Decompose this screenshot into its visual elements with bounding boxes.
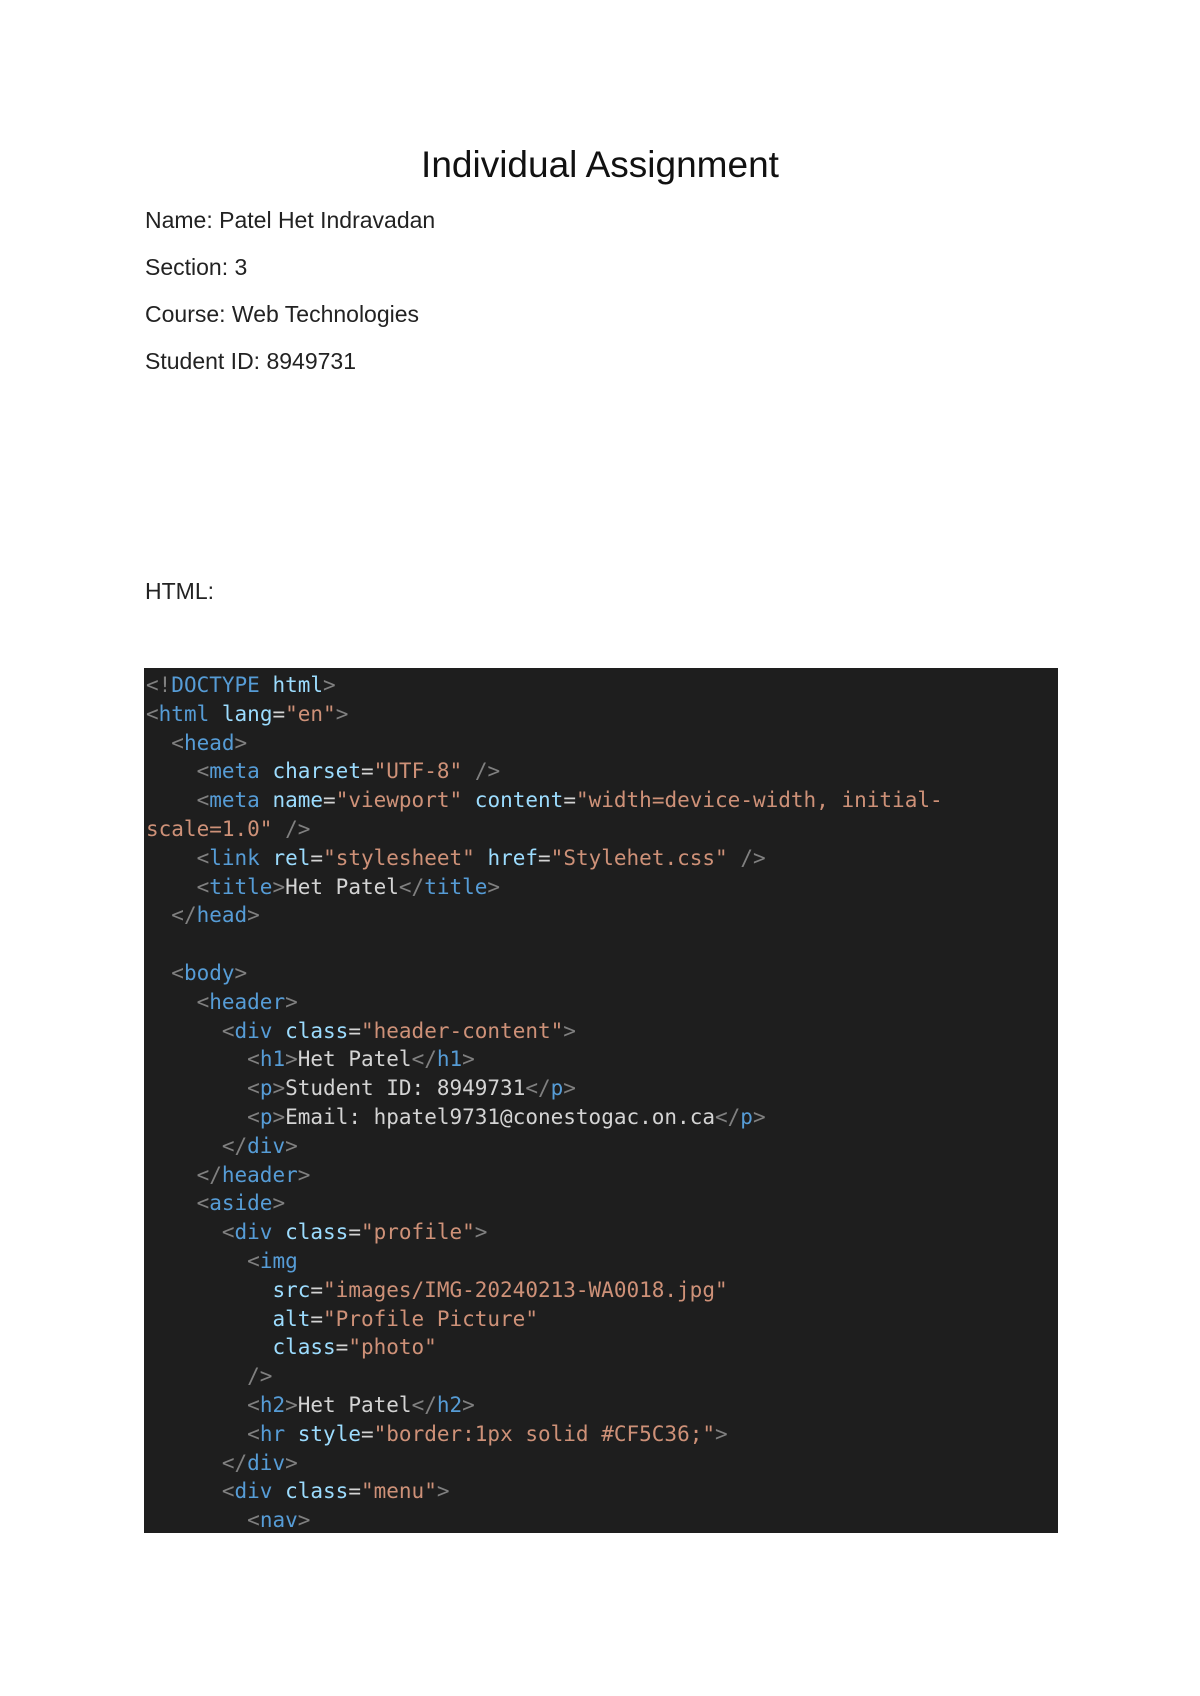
code-token: > [297,1162,311,1187]
code-token: > [272,874,286,899]
code-line [144,700,1058,729]
code-token: "width=device-width, initial- [575,788,943,813]
code-token: div [234,1220,273,1245]
code-token: "UTF-8" [373,759,463,784]
code-line [144,1189,1058,1218]
code-token: title [424,874,488,899]
code-token: < [247,1104,260,1129]
code-token: /> [247,1364,273,1389]
code-token: > [436,1479,450,1504]
code-token: class [285,1220,349,1245]
code-token: p [259,1076,273,1101]
code-token: > [234,960,248,985]
code-token: < [247,1047,260,1072]
code-line [144,1247,1058,1276]
code-line [144,757,1058,786]
code-token: = [348,1479,361,1504]
code-token: Het Patel [297,1047,412,1072]
code-token: style [297,1421,361,1446]
code-token: > [272,1076,286,1101]
code-token: </ [398,874,425,899]
code-token [146,990,197,1014]
code-token [146,731,171,755]
code-line [144,1103,1058,1132]
code-token [146,1508,247,1532]
code-token: class [285,1018,349,1043]
code-token: "en" [285,701,336,726]
code-token: "images/IMG-20240213-WA0018.jpg" [323,1277,728,1302]
code-token: > [563,1076,576,1101]
code-token: charset [272,759,361,784]
code-line [144,1305,1058,1334]
code-token [260,673,273,697]
code-line [144,671,1058,700]
code-line [144,1276,1058,1305]
code-token: img [259,1248,298,1273]
page-title: Individual Assignment [421,144,779,185]
student-id: Student ID: 8949731 [145,348,356,374]
code-token: = [348,1220,361,1245]
code-token: "border:1px solid #CF5C36;" [373,1421,716,1446]
code-token: < [171,960,184,985]
code-token: header [209,989,286,1014]
code-token: title [209,874,273,899]
code-token: > [462,1392,475,1417]
code-token: src [272,1277,311,1302]
code-line [144,1333,1058,1362]
code-token [260,759,273,783]
code-token [260,788,273,812]
code-token: > [474,1220,488,1245]
code-token: p [259,1104,273,1129]
code-token [146,1393,247,1417]
code-token: div [247,1450,286,1475]
course-name: Course: Web Technologies [145,301,420,327]
code-token: < [171,730,184,755]
code-token [146,1019,222,1043]
code-line [144,1362,1058,1391]
code-token [146,1335,272,1359]
code-token: /> [740,845,766,870]
code-token [272,1479,285,1503]
code-line [144,1218,1058,1247]
code-line [144,1506,1058,1533]
code-token: < [247,1248,260,1273]
code-token: > [752,1104,766,1129]
code-token: < [196,759,210,784]
code-line [144,1477,1058,1506]
code-token: head [183,730,235,755]
code-token: Email: hpatel9731@conestogac.on.ca [285,1104,715,1129]
code-token: "menu" [360,1479,437,1504]
code-token: > [285,1392,298,1417]
code-token [462,788,475,812]
code-token: "stylesheet" [323,845,475,870]
code-token [462,759,475,783]
code-line [144,1449,1058,1478]
code-token: class [272,1335,336,1360]
code-token: > [487,874,501,899]
code-token: > [285,1047,298,1072]
code-token: > [285,1133,298,1158]
code-line [144,844,1058,873]
code-token [146,846,197,870]
code-token: div [234,1479,273,1504]
code-token: "viewport" [335,788,463,813]
code-token: header [221,1162,298,1187]
code-line [144,1132,1058,1161]
code-token [146,1220,222,1244]
code-token: <! [146,673,172,697]
code-token: = [310,1306,324,1331]
code-token [146,788,197,812]
code-token: = [272,701,286,726]
code-token: = [348,1018,361,1043]
code-token [146,1422,247,1446]
code-token [146,1364,247,1388]
code-token [146,961,171,985]
code-token: meta [209,759,260,784]
code-token [146,1163,197,1187]
code-token: < [196,788,210,813]
code-token: meta [209,788,260,813]
code-line [144,729,1058,758]
code-token: = [360,1421,374,1446]
code-token: > [335,701,349,726]
code-token: </ [171,903,197,928]
code-line [144,873,1058,902]
code-token: head [196,903,248,928]
code-token: "Stylehet.css" [550,845,728,870]
code-token: > [715,1421,728,1446]
code-line [144,1161,1058,1190]
code-token [146,1105,247,1129]
code-token: name [272,788,324,813]
code-token: > [285,989,298,1014]
code-token: h1 [259,1047,286,1072]
code-line [144,988,1058,1017]
code-token [272,1019,285,1043]
code-token: aside [209,1191,273,1216]
code-token: content [474,788,564,813]
code-token: < [247,1392,260,1417]
code-token: > [462,1047,475,1072]
code-token: < [247,1076,260,1101]
code-token: </ [715,1104,741,1129]
code-line [144,930,1058,959]
student-name: Name: Patel Het Indravadan [145,207,436,233]
code-token: p [740,1104,753,1129]
code-token: "Profile Picture" [323,1306,538,1331]
code-token: </ [221,1133,248,1158]
code-token: href [487,845,539,870]
code-token [146,1307,272,1331]
code-token: = [335,1335,349,1360]
code-token: Het Patel [297,1392,412,1417]
code-token: = [360,759,374,784]
code-token: < [196,874,210,899]
code-token: hr [259,1421,286,1446]
code-token [146,759,197,783]
code-token [260,846,273,870]
code-token: = [563,788,576,813]
code-token: Het Patel [285,874,399,899]
code-line [144,1074,1058,1103]
code-token: </ [525,1076,551,1101]
code-token: link [209,845,260,870]
code-token: > [234,730,248,755]
code-token: "header-content" [360,1018,564,1043]
code-line [144,786,1058,815]
code-token [146,1076,247,1100]
code-token: > [285,1450,298,1475]
code-token: </ [411,1047,437,1072]
code-token [146,903,171,927]
code-line [144,1420,1058,1449]
code-block [144,668,1058,1533]
code-token: DOCTYPE [171,673,260,697]
code-token: = [538,845,551,870]
code-line [144,815,1058,844]
code-token: < [146,701,159,726]
code-token: > [247,903,260,928]
code-token: html [158,701,210,726]
code-token: rel [272,845,311,870]
code-token: < [196,845,210,870]
code-token [146,1451,222,1475]
code-token [146,1191,197,1215]
code-token [272,1220,285,1244]
code-token: > [272,1104,286,1129]
code-token [272,817,285,841]
code-token: h2 [436,1392,463,1417]
code-token: Student ID: 8949731 [285,1076,526,1101]
code-token: scale=1.0" [146,816,273,841]
code-token: = [310,845,324,870]
code-token: < [247,1421,260,1446]
code-line [144,1017,1058,1046]
code-token: "photo" [348,1335,437,1360]
code-token: = [310,1277,324,1302]
code-token [146,1249,247,1273]
code-token: < [247,1508,260,1533]
code-token: > [323,673,336,697]
code-token [146,875,197,899]
code-token: < [196,1191,210,1216]
code-token: </ [221,1450,248,1475]
code-token: </ [411,1392,437,1417]
code-token: /> [474,759,501,784]
section-label-html: HTML: [145,578,214,604]
code-token: </ [196,1162,222,1187]
code-token: h2 [259,1392,286,1417]
code-token: div [247,1133,286,1158]
code-token: < [221,1220,235,1245]
code-token [475,846,488,870]
code-token: alt [272,1306,311,1331]
code-token: body [183,960,235,985]
code-token: /> [285,816,311,841]
code-token [146,1278,272,1302]
code-token: class [285,1479,349,1504]
code-token: < [221,1018,235,1043]
code-token: h1 [436,1047,463,1072]
code-line [144,1391,1058,1420]
code-token [146,1134,222,1158]
code-line [144,959,1058,988]
code-token [209,702,222,726]
code-token [146,1479,222,1503]
code-line [144,1045,1058,1074]
code-token [285,1422,298,1446]
code-token: > [563,1018,576,1043]
section-number: Section: 3 [145,254,248,280]
code-token: nav [259,1508,298,1533]
code-token: html [272,673,324,697]
code-token: lang [221,701,273,726]
code-token: div [234,1018,273,1043]
code-line [144,901,1058,930]
code-token: p [550,1076,564,1101]
code-token: > [297,1508,311,1533]
code-token: > [272,1191,286,1216]
code-token: < [221,1479,235,1504]
code-token [146,1047,247,1071]
code-token: "profile" [360,1220,475,1245]
code-token: = [323,788,336,813]
code-token [728,846,741,870]
code-token: < [196,989,210,1014]
